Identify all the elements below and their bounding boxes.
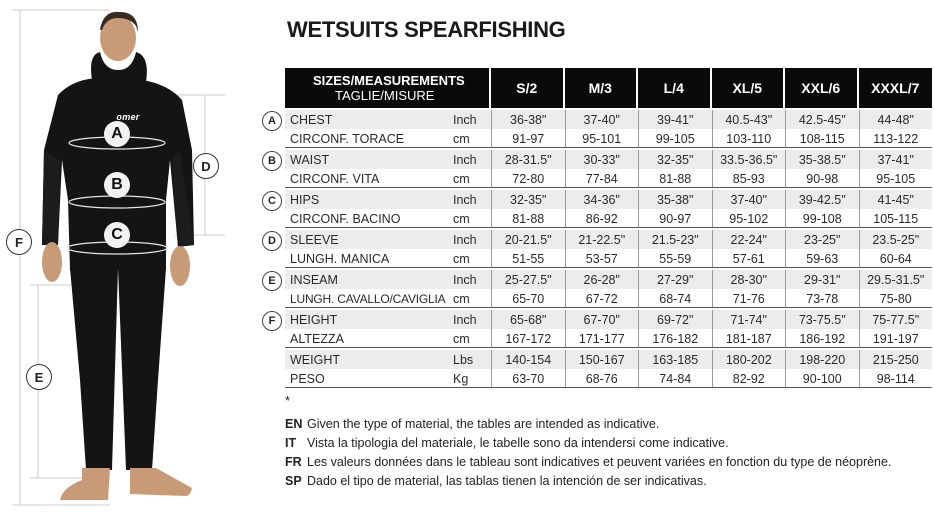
table-row (285, 270, 932, 289)
row-label: LUNGH. MANICA (290, 251, 390, 266)
table-cell: 95-101 (565, 129, 639, 148)
table-cell: 113-122 (859, 129, 933, 148)
header-measurements (285, 68, 491, 108)
row-unit: Lbs (453, 352, 474, 367)
table-cell: 23.5-25" (859, 230, 933, 249)
note-text: Dado el tipo de material, las tablas tienen la intención de ser indicativas. (307, 473, 707, 488)
table-row (285, 249, 932, 268)
table-row (285, 110, 932, 129)
note-lang-code: FR (285, 454, 302, 469)
table-cell: 90-98 (785, 169, 859, 188)
table-cell: 60-64 (859, 249, 933, 268)
note-text: Les valeurs données dans le tableau sont indicatives et peuvent variées en fonction du type de néoprène. (307, 454, 892, 469)
table-cell: 21.5-23" (638, 230, 712, 249)
table-cell: 105-115 (859, 209, 933, 228)
note-sp (285, 471, 891, 490)
table-cell: 21-22.5" (565, 230, 639, 249)
table-cell: 85-93 (712, 169, 786, 188)
table-cell: 57-61 (712, 249, 786, 268)
table-cell: 140-154 (491, 350, 565, 369)
group-letter-badge: E (262, 271, 282, 291)
table-cell: 59-63 (785, 249, 859, 268)
table-cell: 73-78 (785, 289, 859, 308)
measurement-group (262, 108, 932, 148)
table-cell: 35-38.5" (785, 150, 859, 169)
table-cell: 75-80 (859, 289, 933, 308)
table-cell: 40.5-43" (712, 110, 786, 129)
header-size: M/3 (565, 68, 639, 108)
table-cell: 28-30" (712, 270, 786, 289)
footnote-asterisk: * (285, 393, 291, 408)
table-cell: 44-48" (859, 110, 933, 129)
table-cell: 23-25" (785, 230, 859, 249)
table-cell: 65-68" (491, 310, 565, 329)
row-label: HEIGHT (290, 312, 338, 327)
table-cell: 29.5-31.5" (859, 270, 933, 289)
table-cell: 42.5-45" (785, 110, 859, 129)
row-unit: cm (453, 331, 470, 346)
table-cell: 37-40" (565, 110, 639, 129)
note-text: Given the type of material, the tables are intended as indicative. (307, 416, 660, 431)
header-line-2: TAGLIE/MISURE (335, 88, 435, 103)
table-cell: 98-114 (859, 369, 933, 388)
header-size: XL/5 (712, 68, 786, 108)
table-row (285, 129, 932, 148)
row-label: HIPS (290, 192, 320, 207)
table-cell: 27-29" (638, 270, 712, 289)
footnotes (285, 414, 891, 490)
table-cell: 77-84 (565, 169, 639, 188)
table-cell: 90-100 (785, 369, 859, 388)
marker-c-hips: C (104, 222, 130, 248)
row-label: ALTEZZA (290, 331, 344, 346)
note-fr (285, 452, 891, 471)
row-label: WAIST (290, 152, 330, 167)
row-unit: Kg (453, 371, 469, 386)
table-cell: 167-172 (491, 329, 565, 348)
table-cell: 36-38" (491, 110, 565, 129)
table-cell: 90-97 (638, 209, 712, 228)
table-cell: 86-92 (565, 209, 639, 228)
table-row (285, 310, 932, 329)
table-cell: 81-88 (491, 209, 565, 228)
group-letter-badge: D (262, 231, 282, 251)
row-unit: cm (453, 211, 470, 226)
table-row (285, 329, 932, 348)
model-figure (0, 0, 240, 514)
table-cell: 53-57 (565, 249, 639, 268)
table-cell: 176-182 (638, 329, 712, 348)
table-cell: 95-105 (859, 169, 933, 188)
table-cell: 99-105 (638, 129, 712, 148)
table-cell: 28-31.5" (491, 150, 565, 169)
table-cell: 35-38" (638, 190, 712, 209)
row-label: LUNGH. CAVALLO/CAVIGLIA (290, 291, 446, 306)
group-letter-badge: F (262, 311, 282, 331)
measurement-group (262, 188, 932, 228)
table-cell: 37-40" (712, 190, 786, 209)
table-cell: 103-110 (712, 129, 786, 148)
row-unit: Inch (453, 312, 477, 327)
table-cell: 72-80 (491, 169, 565, 188)
measurement-group (262, 268, 932, 308)
table-cell: 51-55 (491, 249, 565, 268)
table-cell: 181-187 (712, 329, 786, 348)
marker-d-sleeve: D (193, 153, 219, 179)
table-row (285, 150, 932, 169)
row-unit: cm (453, 251, 470, 266)
row-unit: Inch (453, 112, 477, 127)
brand-logo: omer (116, 112, 140, 122)
table-header (285, 68, 932, 108)
row-unit: Inch (453, 272, 477, 287)
row-unit: Inch (453, 192, 477, 207)
table-row (285, 190, 932, 209)
table-row (285, 350, 932, 369)
table-cell: 73-75.5" (785, 310, 859, 329)
table-cell: 75-77.5" (859, 310, 933, 329)
table-row (285, 169, 932, 188)
table-body (262, 108, 932, 388)
table-cell: 32-35" (491, 190, 565, 209)
table-cell: 68-74 (638, 289, 712, 308)
table-cell: 186-192 (785, 329, 859, 348)
measurement-group (262, 308, 932, 348)
table-cell: 22-24" (712, 230, 786, 249)
table-cell: 69-72" (638, 310, 712, 329)
table-cell: 39-41" (638, 110, 712, 129)
header-line-1: SIZES/MEASUREMENTS (313, 73, 465, 88)
measurement-group (262, 348, 932, 388)
table-cell: 163-185 (638, 350, 712, 369)
table-cell: 171-177 (565, 329, 639, 348)
table-cell: 55-59 (638, 249, 712, 268)
header-size: XXL/6 (785, 68, 859, 108)
table-cell: 91-97 (491, 129, 565, 148)
row-unit: Inch (453, 232, 477, 247)
note-lang-code: SP (285, 473, 302, 488)
table-cell: 198-220 (785, 350, 859, 369)
table-row (285, 209, 932, 228)
measurement-group (262, 228, 932, 268)
table-cell: 63-70 (491, 369, 565, 388)
measurement-group (262, 148, 932, 188)
marker-f-height: F (6, 229, 32, 255)
table-cell: 81-88 (638, 169, 712, 188)
table-cell: 68-76 (565, 369, 639, 388)
table-cell: 99-108 (785, 209, 859, 228)
header-size: XXXL/7 (859, 68, 933, 108)
table-cell: 95-102 (712, 209, 786, 228)
row-label: SLEEVE (290, 232, 339, 247)
row-label: CHEST (290, 112, 333, 127)
marker-b-waist: B (104, 172, 130, 198)
table-cell: 191-197 (859, 329, 933, 348)
group-letter-badge: C (262, 191, 282, 211)
row-unit: cm (453, 291, 470, 306)
row-unit: Inch (453, 152, 477, 167)
row-label: CIRCONF. VITA (290, 171, 380, 186)
table-row (285, 369, 932, 388)
table-cell: 71-74" (712, 310, 786, 329)
group-letter-badge: B (262, 151, 282, 171)
header-size: S/2 (491, 68, 565, 108)
table-cell: 71-76 (712, 289, 786, 308)
table-cell: 180-202 (712, 350, 786, 369)
table-row (285, 230, 932, 249)
row-label: CIRCONF. TORACE (290, 131, 405, 146)
row-unit: cm (453, 131, 470, 146)
table-cell: 29-31" (785, 270, 859, 289)
table-cell: 34-36" (565, 190, 639, 209)
row-label: WEIGHT (290, 352, 340, 367)
table-cell: 30-33" (565, 150, 639, 169)
marker-a-chest: A (104, 121, 130, 147)
row-label: PESO (290, 371, 325, 386)
table-cell: 108-115 (785, 129, 859, 148)
note-lang-code: EN (285, 416, 303, 431)
note-en (285, 414, 891, 433)
table-cell: 26-28" (565, 270, 639, 289)
group-divider (285, 387, 932, 388)
table-cell: 67-70" (565, 310, 639, 329)
table-cell: 215-250 (859, 350, 933, 369)
note-text: Vista la tipologia del materiale, le tabelle sono da intendersi come indicative. (307, 435, 729, 450)
table-cell: 65-70 (491, 289, 565, 308)
header-size: L/4 (638, 68, 712, 108)
table-cell: 67-72 (565, 289, 639, 308)
table-row (285, 289, 932, 308)
page-title: WETSUITS SPEARFISHING (287, 17, 566, 42)
table-cell: 33.5-36.5" (712, 150, 786, 169)
group-letter-badge: A (262, 111, 282, 131)
marker-e-inseam: E (26, 364, 52, 390)
note-lang-code: IT (285, 435, 297, 450)
table-cell: 25-27.5" (491, 270, 565, 289)
table-cell: 150-167 (565, 350, 639, 369)
table-cell: 32-35" (638, 150, 712, 169)
table-cell: 39-42.5" (785, 190, 859, 209)
row-label: CIRCONF. BACINO (290, 211, 401, 226)
table-cell: 20-21.5" (491, 230, 565, 249)
row-label: INSEAM (290, 272, 338, 287)
size-table (262, 68, 932, 388)
table-cell: 82-92 (712, 369, 786, 388)
wetsuit-model-illustration (0, 0, 240, 514)
table-cell: 37-41" (859, 150, 933, 169)
row-unit: cm (453, 171, 470, 186)
table-cell: 74-84 (638, 369, 712, 388)
table-cell: 41-45" (859, 190, 933, 209)
note-it (285, 433, 891, 452)
